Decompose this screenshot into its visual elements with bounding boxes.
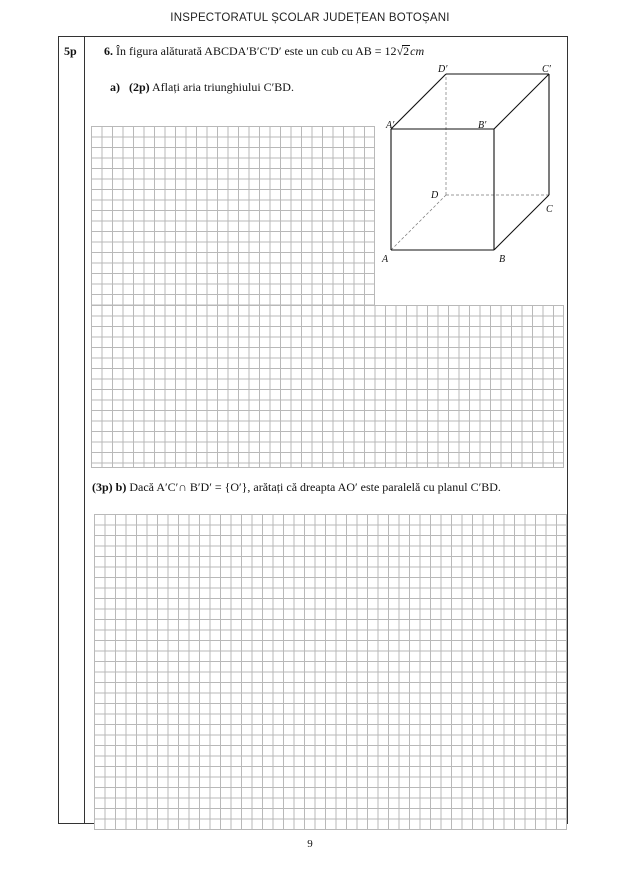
sqrt-sign: √ <box>396 44 404 58</box>
unit: cm <box>410 44 425 58</box>
sqrt-radicand: 2 <box>403 44 410 58</box>
part-a-label: a) <box>110 80 120 94</box>
edge-AD <box>391 195 446 250</box>
label-D: D <box>431 190 439 201</box>
label-C: C <box>546 204 553 215</box>
exercise-number: 6. <box>104 44 113 58</box>
label-B1: B′ <box>478 120 487 131</box>
edge-B1C1 <box>494 74 549 129</box>
answer-grid-b[interactable] <box>94 514 567 830</box>
label-C1: C′ <box>542 64 551 75</box>
part-b-points: (3p) <box>92 480 113 494</box>
part-a-text: Aflați aria triunghiului C′BD. <box>152 80 294 94</box>
edge-A1D1 <box>391 74 446 129</box>
part-b-text: Dacă A′C′∩ B′D′ = {O′}, arătați că dreapta AO′ este paralelă cu planul C′BD. <box>129 480 501 494</box>
part-b-question <box>92 480 501 495</box>
part-a-question <box>110 80 294 95</box>
cube-figure <box>376 60 566 304</box>
statement-text: În figura alăturată ABCDA′B′C′D′ este un cub cu AB = 12 <box>116 44 397 58</box>
page-header: INSPECTORATUL ȘCOLAR JUDEȚEAN BOTOȘANI <box>170 12 450 24</box>
points-column <box>58 36 85 823</box>
page-number: 9 <box>307 838 313 850</box>
exercise-statement <box>104 44 424 59</box>
exercise-points: 5p <box>64 44 77 58</box>
answer-grid-a-lower[interactable] <box>91 305 564 468</box>
label-D1: D′ <box>438 64 448 75</box>
answer-grid-a-upper[interactable] <box>91 126 375 306</box>
edge-BC <box>494 195 549 250</box>
label-A: A <box>382 254 389 265</box>
part-a-points: (2p) <box>129 80 150 94</box>
label-B: B <box>499 254 506 265</box>
label-A1: A′ <box>386 120 395 131</box>
cube-diagram <box>376 60 566 304</box>
part-b-label: b) <box>115 480 127 494</box>
